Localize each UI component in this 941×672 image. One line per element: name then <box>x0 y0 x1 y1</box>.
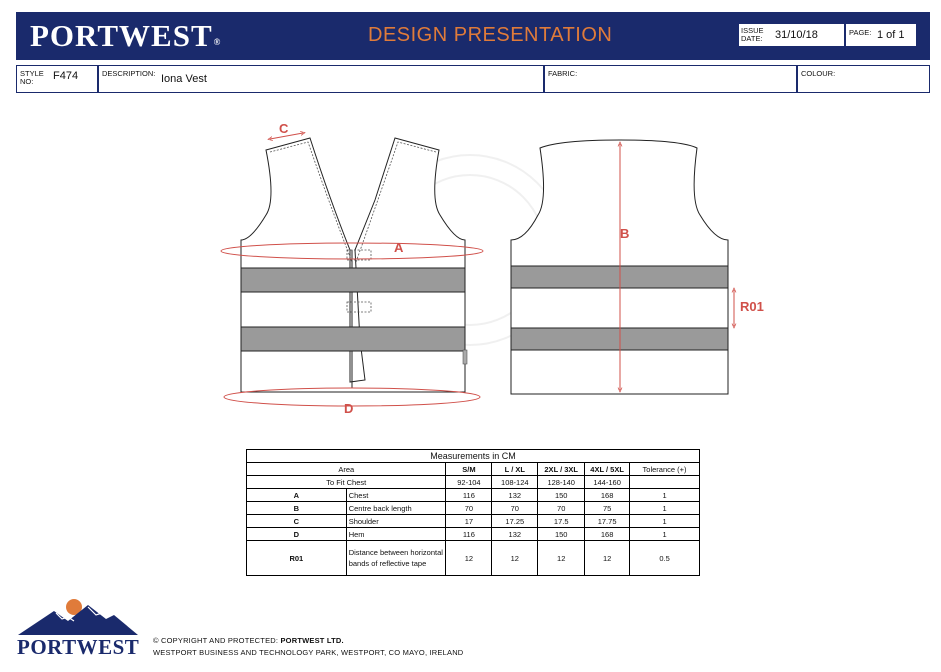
address-line: WESTPORT BUSINESS AND TECHNOLOGY PARK, WESTPORT, CO MAYO, IRELAND <box>153 648 464 657</box>
description-value: Iona Vest <box>161 73 207 85</box>
footer-mountain-logo <box>16 595 140 637</box>
front-tape-upper <box>241 268 465 292</box>
size-header: S/M <box>446 463 492 476</box>
front-tape-lower <box>241 327 465 351</box>
fit-value: 92-104 <box>446 476 492 489</box>
table-row <box>247 489 700 502</box>
style-value: F474 <box>53 70 79 82</box>
row-value: 150 <box>538 528 585 541</box>
label-a: A <box>394 240 404 255</box>
fabric-label: FABRIC: <box>548 69 578 78</box>
page-value: 1 of 1 <box>877 29 905 41</box>
row-value: 116 <box>446 489 492 502</box>
row-value: 70 <box>492 502 538 515</box>
measurements-table <box>246 449 700 576</box>
page-title: DESIGN PRESENTATION <box>368 24 613 46</box>
row-value: 17.5 <box>538 515 585 528</box>
row-value: 150 <box>538 489 585 502</box>
label-r01: R01 <box>740 299 764 314</box>
row-value: 12 <box>446 541 492 576</box>
label-d: D <box>344 401 354 416</box>
row-name: Chest <box>346 489 446 502</box>
registered-mark: ® <box>213 37 222 47</box>
copyright-brand: PORTWEST LTD. <box>280 636 344 645</box>
size-header: L / XL <box>492 463 538 476</box>
row-tolerance: 1 <box>630 489 700 502</box>
colour-label: COLOUR: <box>801 69 836 78</box>
table-row <box>247 541 700 576</box>
row-code: D <box>247 528 347 541</box>
brand-logo: PORTWEST® <box>30 18 222 53</box>
row-code: B <box>247 502 347 515</box>
issue-date-value: 31/10/18 <box>775 29 818 41</box>
fit-label: To Fit Chest <box>247 476 446 489</box>
label-c: C <box>279 121 289 136</box>
page-label: PAGE: <box>849 28 872 37</box>
table-row <box>247 515 700 528</box>
label-b: B <box>620 226 630 241</box>
row-tolerance: 1 <box>630 502 700 515</box>
fit-value: 144-160 <box>585 476 630 489</box>
row-value: 116 <box>446 528 492 541</box>
row-code: C <box>247 515 347 528</box>
table-title: Measurements in CM <box>247 450 700 463</box>
vest-front <box>241 138 467 392</box>
row-code: R01 <box>247 541 347 576</box>
row-value: 12 <box>492 541 538 576</box>
issue-date-label: ISSUE DATE: <box>741 26 764 43</box>
description-label: DESCRIPTION: <box>102 69 156 78</box>
size-header: 2XL / 3XL <box>538 463 585 476</box>
row-tolerance: 1 <box>630 515 700 528</box>
row-value: 132 <box>492 489 538 502</box>
row-value: 70 <box>446 502 492 515</box>
row-value: 75 <box>585 502 630 515</box>
row-value: 168 <box>585 528 630 541</box>
footer-logo-text: PORTWEST <box>17 635 140 659</box>
table-row <box>247 528 700 541</box>
row-value: 17 <box>446 515 492 528</box>
row-value: 12 <box>538 541 585 576</box>
row-value: 132 <box>492 528 538 541</box>
row-tolerance: 0.5 <box>630 541 700 576</box>
fit-value: 108-124 <box>492 476 538 489</box>
row-tolerance: 1 <box>630 528 700 541</box>
area-header: Area <box>247 463 446 476</box>
fit-value: 128-140 <box>538 476 585 489</box>
row-name: Centre back length <box>346 502 446 515</box>
row-value: 168 <box>585 489 630 502</box>
table-row <box>247 502 700 515</box>
row-value: 70 <box>538 502 585 515</box>
row-name: Hem <box>346 528 446 541</box>
row-value: 17.75 <box>585 515 630 528</box>
row-value: 17.25 <box>492 515 538 528</box>
tolerance-header: Tolerance (+) <box>630 463 700 476</box>
row-name: Shoulder <box>346 515 446 528</box>
row-name: Distance between horizontal bands of reflective tape <box>346 541 446 576</box>
row-value: 12 <box>585 541 630 576</box>
size-header: 4XL / 5XL <box>585 463 630 476</box>
copyright-line: © COPYRIGHT AND PROTECTED: PORTWEST LTD. <box>153 636 344 645</box>
row-code: A <box>247 489 347 502</box>
style-label: STYLE NO: <box>20 69 44 86</box>
